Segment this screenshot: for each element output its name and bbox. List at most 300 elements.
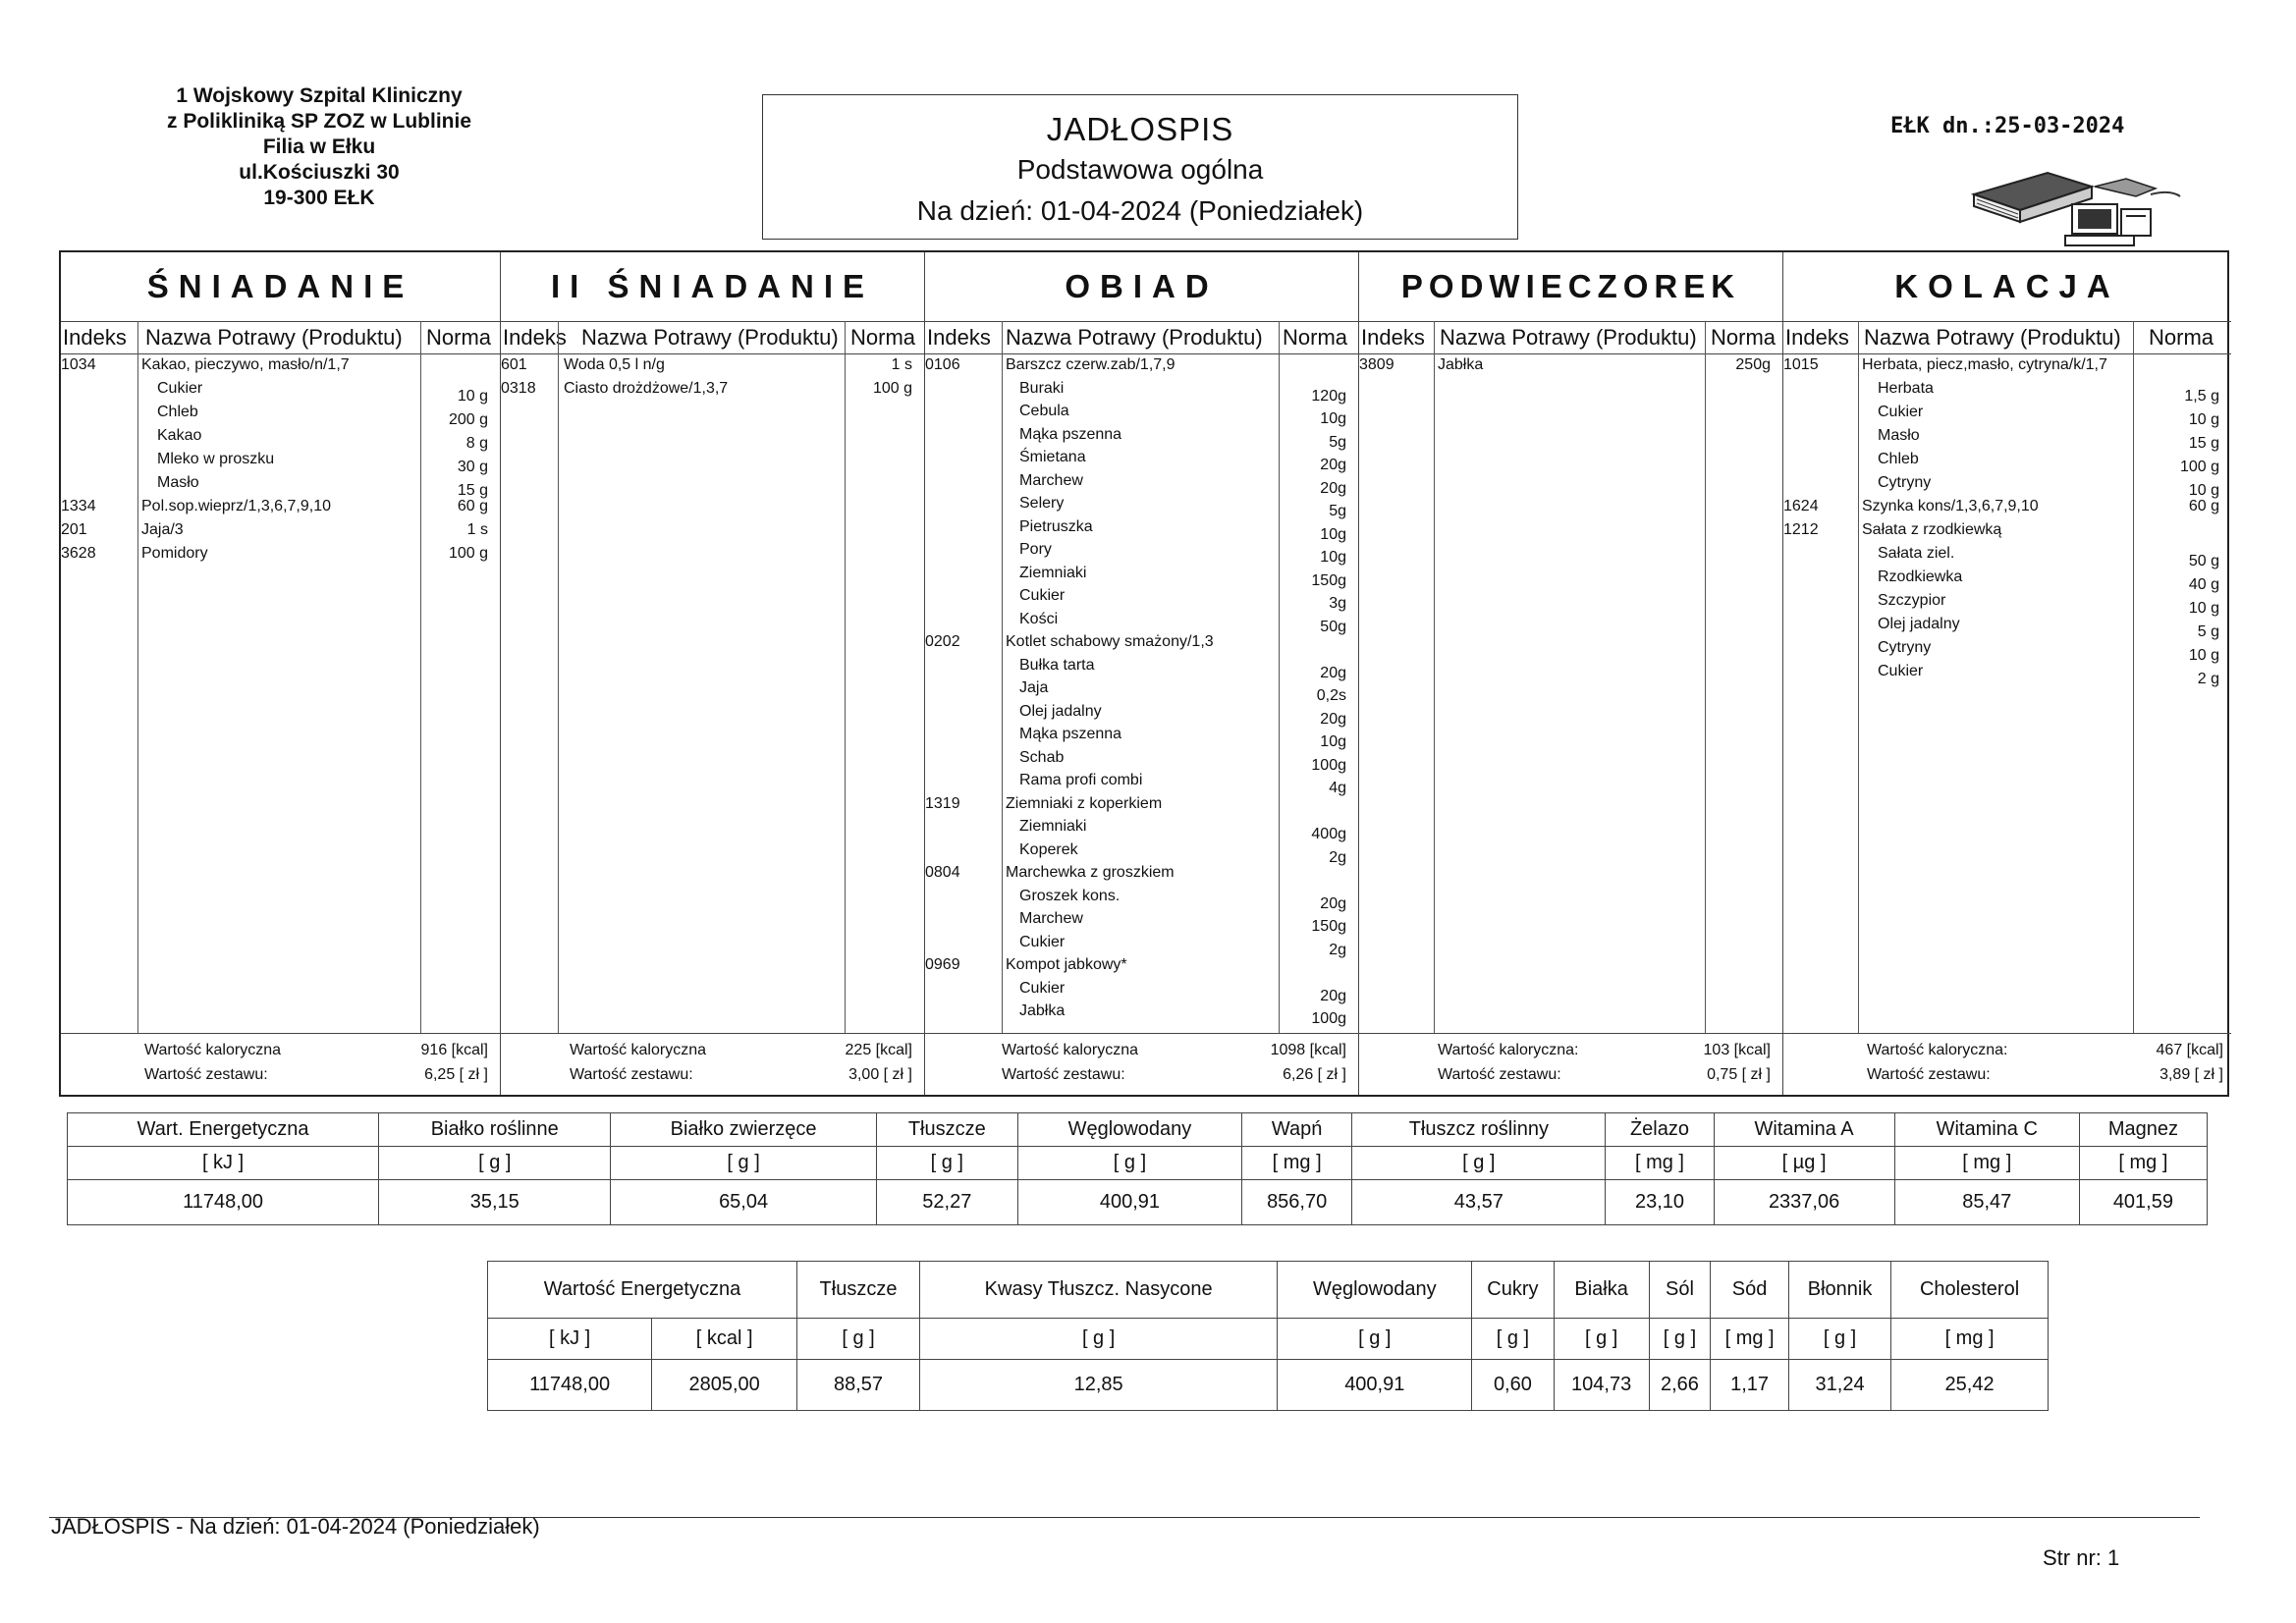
nutrient-header: Wapń: [1242, 1113, 1352, 1147]
item-norm: 100g: [1311, 1010, 1346, 1027]
item-index: 0106: [925, 356, 960, 373]
nutrient-value: 11748,00: [68, 1180, 379, 1225]
item-name: Mąka pszenna: [1019, 425, 1122, 443]
meal-dinner: [1783, 252, 2231, 1095]
menu-item-row: [925, 587, 1358, 611]
nutrient-value: 0,60: [1472, 1360, 1554, 1411]
nutrient-value: 31,24: [1788, 1360, 1890, 1411]
item-name: Herbata, piecz,masło, cytryna/k/1,7: [1862, 356, 2107, 373]
menu-item-row: [925, 841, 1358, 865]
item-norm: 10 g: [457, 388, 488, 405]
item-norm: 10 g: [2188, 600, 2219, 617]
nutrient-header: Tłuszcz roślinny: [1352, 1113, 1606, 1147]
institution-line: Filia w Ełku: [262, 135, 376, 158]
meal-lunch: [925, 252, 1359, 1095]
item-norm: 100 g: [872, 380, 912, 397]
menu-item-row: [925, 403, 1358, 426]
menu-item-row: [1783, 451, 2231, 474]
energy-value: 11748,00: [488, 1360, 652, 1411]
col-index-header: Indeks: [1361, 325, 1425, 350]
book-computer-icon: [1969, 165, 2185, 258]
item-norm: 2 g: [2197, 671, 2219, 687]
col-norm-header: Norma: [850, 325, 916, 350]
item-norm: 20g: [1320, 664, 1346, 681]
item-norm: 20g: [1320, 894, 1346, 912]
item-name: Szynka kons/1,3,6,7,9,10: [1862, 498, 2039, 514]
item-norm: 5g: [1329, 503, 1346, 519]
item-norm: 5g: [1329, 433, 1346, 451]
col-norm-header: Norma: [426, 325, 492, 350]
nutrient-header: Węglowodany: [1017, 1113, 1241, 1147]
item-name: Ziemniaki: [1019, 564, 1087, 581]
menu-item-row: [925, 795, 1358, 819]
nutrient-value: 23,10: [1606, 1180, 1714, 1225]
item-index: 0318: [501, 380, 536, 397]
item-name: Cukier: [1878, 404, 1924, 420]
menu-item-row: [925, 449, 1358, 472]
item-norm: 30 g: [457, 459, 488, 475]
item-name: Woda 0,5 l n/g: [564, 356, 665, 373]
item-name: Cukier: [157, 380, 203, 397]
item-index: 1034: [61, 356, 96, 373]
item-name: Chleb: [1878, 451, 1919, 467]
meal-title: II ŚNIADANIE: [550, 268, 875, 304]
item-name: Kakao: [157, 427, 202, 444]
item-index: 201: [61, 521, 87, 538]
item-norm: 3g: [1329, 595, 1346, 612]
item-norm: 400g: [1311, 826, 1346, 842]
nutrient-value: 43,57: [1352, 1180, 1606, 1225]
diet-type: Podstawowa ogólna: [1016, 154, 1264, 185]
calories-label: Wartość kaloryczna:: [1867, 1042, 2008, 1058]
nutrient-header: Żelazo: [1606, 1113, 1714, 1147]
menu-item-row: [1783, 474, 2231, 498]
nutrient-header: Tłuszcze: [797, 1262, 920, 1319]
title-box: [762, 94, 1518, 240]
item-name: Herbata: [1878, 380, 1934, 397]
item-norm: 1,5 g: [2184, 388, 2219, 405]
menu-item-row: [925, 910, 1358, 934]
nutrient-header: Magnez: [2079, 1113, 2207, 1147]
menu-item-row: [925, 679, 1358, 703]
item-norm: 1 s: [891, 356, 912, 373]
nutrient-unit: [ g ]: [1278, 1319, 1472, 1360]
item-name: Olej jadalny: [1019, 702, 1102, 720]
item-norm: 60 g: [457, 498, 488, 514]
item-norm: 1 s: [466, 521, 488, 538]
energy-header: Wartość Energetyczna: [488, 1262, 797, 1319]
menu-item-row: [1783, 545, 2231, 568]
item-name: Barszcz czerw.zab/1,7,9: [1006, 356, 1175, 373]
item-norm: 60 g: [2188, 498, 2219, 514]
menu-item-row: [925, 1002, 1358, 1026]
menu-item-row: [61, 521, 500, 545]
menu-item-row: [1783, 521, 2231, 545]
item-name: Pomidory: [141, 545, 208, 562]
meal-summary: [61, 1033, 500, 1095]
item-index: 1015: [1783, 356, 1819, 373]
item-name: Marchewka z groszkiem: [1006, 864, 1175, 881]
nutrient-header: Sól: [1649, 1262, 1710, 1319]
item-norm: 0,2s: [1316, 687, 1346, 704]
meal-summary: [1783, 1033, 2231, 1095]
item-norm: 120g: [1311, 387, 1346, 405]
item-name: Chleb: [157, 404, 198, 420]
nutrient-unit: [ mg ]: [1891, 1319, 2049, 1360]
item-norm: 20g: [1320, 710, 1346, 728]
menu-item-row: [925, 565, 1358, 588]
nutrient-unit: [ mg ]: [1894, 1147, 2079, 1180]
item-norm: 100 g: [448, 545, 488, 562]
nutrient-unit: [ g ]: [1352, 1147, 1606, 1180]
item-name: Cebula: [1019, 403, 1069, 419]
meal-summary: [501, 1033, 924, 1095]
nutrient-value: 400,91: [1017, 1180, 1241, 1225]
calories-label: Wartość kaloryczna: [144, 1042, 281, 1058]
calories-label: Wartość kaloryczna: [1002, 1042, 1138, 1058]
column-header-row: [501, 321, 924, 354]
item-name: Kości: [1019, 610, 1059, 627]
menu-item-row: [61, 404, 500, 427]
nutrient-unit: [ g ]: [919, 1319, 1277, 1360]
issue-date: EŁK dn.:25-03-2024: [1890, 114, 2125, 138]
item-index: 3809: [1359, 356, 1394, 373]
item-norm: 15 g: [457, 482, 488, 499]
menu-item-row: [61, 545, 500, 568]
item-name: Olej jadalny: [1878, 616, 1960, 632]
calories-value: 916 [kcal]: [420, 1042, 488, 1058]
footer-text: JADŁOSPIS - Na dzień: 01-04-2024 (Poniedziałek): [51, 1514, 540, 1539]
cost-label: Wartość zestawu:: [1867, 1066, 1991, 1083]
nutrient-header: Cukry: [1472, 1262, 1554, 1319]
item-name: Marchew: [1019, 910, 1083, 927]
energy-value: 2805,00: [652, 1360, 797, 1411]
meal-title: OBIAD: [1065, 268, 1219, 304]
menu-item-row: [1783, 380, 2231, 404]
item-name: Kotlet schabowy smażony/1,3: [1006, 633, 1214, 650]
meal-breakfast: [61, 252, 501, 1095]
menu-item-row: [1359, 356, 1782, 380]
menu-item-row: [925, 980, 1358, 1003]
cost-label: Wartość zestawu:: [570, 1066, 693, 1083]
item-norm: 20g: [1320, 479, 1346, 497]
menu-item-row: [925, 749, 1358, 773]
item-index: 0202: [925, 633, 960, 650]
item-index: 0969: [925, 956, 960, 973]
menu-item-row: [925, 657, 1358, 680]
meal-afternoon-snack: [1359, 252, 1783, 1095]
nutrient-value: 88,57: [797, 1360, 920, 1411]
item-name: Pory: [1019, 541, 1052, 558]
nutrient-header: Błonnik: [1788, 1262, 1890, 1319]
item-name: Cukier: [1019, 933, 1066, 950]
item-name: Koperek: [1019, 840, 1078, 858]
menu-item-row: [925, 472, 1358, 496]
col-index-header: Indeks: [503, 325, 567, 350]
menu-item-row: [61, 474, 500, 498]
menu-item-row: [61, 427, 500, 451]
menu-date: Na dzień: 01-04-2024 (Poniedziałek): [916, 195, 1364, 226]
menu-item-row: [1783, 356, 2231, 380]
col-norm-header: Norma: [1283, 325, 1348, 350]
institution-address: [128, 83, 511, 211]
menu-item-row: [925, 380, 1358, 404]
menu-item-row: [925, 956, 1358, 980]
item-index: 1334: [61, 498, 96, 514]
nutrient-value: 1,17: [1711, 1360, 1789, 1411]
menu-item-row: [501, 356, 924, 380]
item-index: 1624: [1783, 498, 1819, 514]
institution-line: 1 Wojskowy Szpital Kliniczny: [176, 84, 463, 107]
menu-item-row: [1783, 404, 2231, 427]
menu-item-row: [61, 498, 500, 521]
nutrient-unit: [ g ]: [1554, 1319, 1649, 1360]
col-name-header: Nazwa Potrawy (Produktu): [1864, 325, 2121, 350]
item-name: Jaja/3: [141, 521, 184, 538]
nutrient-header: Kwasy Tłuszcz. Nasycone: [919, 1262, 1277, 1319]
menu-item-row: [1783, 663, 2231, 686]
item-name: Pol.sop.wieprz/1,3,6,7,9,10: [141, 498, 332, 514]
nutrient-value: 2337,06: [1714, 1180, 1894, 1225]
nutrient-header: Węglowodany: [1278, 1262, 1472, 1319]
nutrient-unit: [ g ]: [1472, 1319, 1554, 1360]
item-norm: 10g: [1320, 549, 1346, 566]
item-name: Jabłka: [1438, 356, 1484, 373]
institution-line: ul.Kościuszki 30: [239, 161, 400, 184]
item-index: 1319: [925, 794, 960, 812]
item-name: Schab: [1019, 748, 1065, 766]
column-header-row: [61, 321, 500, 354]
nutrient-unit: [ mg ]: [1606, 1147, 1714, 1180]
nutrient-header: Witamina A: [1714, 1113, 1894, 1147]
nutrient-header: Białko zwierzęce: [611, 1113, 876, 1147]
item-name: Cukier: [1019, 587, 1066, 604]
nutrient-value: 2,66: [1649, 1360, 1710, 1411]
nutrient-header: Białka: [1554, 1262, 1649, 1319]
institution-line: z Polikliniką SP ZOZ w Lublinie: [167, 110, 471, 133]
item-norm: 5 g: [2197, 623, 2219, 640]
item-name: Jaja: [1019, 679, 1049, 696]
col-index-header: Indeks: [63, 325, 127, 350]
meal-summary: [1359, 1033, 1782, 1095]
col-name-header: Nazwa Potrawy (Produktu): [1006, 325, 1263, 350]
menu-item-row: [925, 703, 1358, 727]
nutrient-unit: [ g ]: [379, 1147, 611, 1180]
nutrition-label-table: [487, 1261, 2049, 1411]
menu-item-row: [61, 356, 500, 380]
calories-value: 467 [kcal]: [2156, 1042, 2223, 1058]
nutrient-header: Białko roślinne: [379, 1113, 611, 1147]
cost-value: 6,26 [ zł ]: [1283, 1066, 1346, 1083]
menu-item-row: [1783, 616, 2231, 639]
nutrient-unit: [ g ]: [1017, 1147, 1241, 1180]
item-norm: 20g: [1320, 457, 1346, 473]
nutrient-unit: [ mg ]: [2079, 1147, 2207, 1180]
menu-item-row: [925, 888, 1358, 911]
menu-item-row: [925, 772, 1358, 795]
cost-label: Wartość zestawu:: [1002, 1066, 1125, 1083]
meal-title: ŚNIADANIE: [146, 268, 414, 304]
nutrient-header: Witamina C: [1894, 1113, 2079, 1147]
nutrient-unit: [ µg ]: [1714, 1147, 1894, 1180]
item-name: Cytryny: [1878, 474, 1932, 491]
column-header-row: [1783, 321, 2231, 354]
institution-line: 19-300 EŁK: [263, 187, 375, 209]
col-norm-header: Norma: [1711, 325, 1777, 350]
nutrient-header: Cholesterol: [1891, 1262, 2049, 1319]
item-norm: 100 g: [2179, 459, 2219, 475]
item-norm: 250g: [1735, 356, 1771, 373]
item-norm: 15 g: [2188, 435, 2219, 452]
menu-item-row: [61, 451, 500, 474]
item-name: Mleko w proszku: [157, 451, 275, 467]
menu-item-row: [1783, 498, 2231, 521]
menu-item-row: [925, 611, 1358, 634]
item-norm: 10 g: [2188, 647, 2219, 664]
item-norm: 10g: [1320, 525, 1346, 543]
nutrient-unit: [ mg ]: [1711, 1319, 1789, 1360]
meal-title: KOLACJA: [1894, 268, 2120, 304]
item-name: Pietruszka: [1019, 517, 1093, 535]
item-name: Rama profi combi: [1019, 772, 1143, 788]
nutrient-unit: [ g ]: [1649, 1319, 1710, 1360]
menu-item-row: [501, 380, 924, 404]
cost-value: 6,25 [ zł ]: [424, 1066, 488, 1083]
item-name: Sałata z rzodkiewką: [1862, 521, 2002, 538]
calories-label: Wartość kaloryczna:: [1438, 1042, 1579, 1058]
item-name: Szczypior: [1878, 592, 1946, 609]
nutrient-unit: [ g ]: [1788, 1319, 1890, 1360]
item-name: Kompot jabkowy*: [1006, 956, 1127, 973]
nutrient-value: 856,70: [1242, 1180, 1352, 1225]
calories-value: 225 [kcal]: [845, 1042, 912, 1058]
menu-item-row: [925, 633, 1358, 657]
menu-table: [59, 250, 2229, 1097]
item-name: Buraki: [1019, 379, 1065, 397]
menu-item-row: [925, 541, 1358, 565]
item-index: 1212: [1783, 521, 1819, 538]
item-name: Ciasto drożdżowe/1,3,7: [564, 380, 729, 397]
item-name: Cukier: [1019, 979, 1066, 997]
nutrient-unit: [ mg ]: [1242, 1147, 1352, 1180]
item-name: Cukier: [1878, 663, 1924, 679]
column-header-row: [1359, 321, 1782, 354]
nutrient-header: Wart. Energetyczna: [68, 1113, 379, 1147]
item-norm: 50g: [1320, 618, 1346, 635]
item-norm: 10g: [1320, 410, 1346, 427]
calories-value: 103 [kcal]: [1703, 1042, 1771, 1058]
nutrient-value: 400,91: [1278, 1360, 1472, 1411]
nutrient-header: Tłuszcze: [876, 1113, 1017, 1147]
nutrient-value: 35,15: [379, 1180, 611, 1225]
item-name: Marchew: [1019, 471, 1083, 489]
menu-item-row: [925, 726, 1358, 749]
item-name: Groszek kons.: [1019, 887, 1121, 904]
calories-value: 1098 [kcal]: [1270, 1042, 1346, 1058]
item-index: 3628: [61, 545, 96, 562]
item-norm: 200 g: [448, 411, 488, 428]
item-norm: 20g: [1320, 987, 1346, 1004]
item-norm: 40 g: [2188, 576, 2219, 593]
item-name: Rzodkiewka: [1878, 568, 1963, 585]
menu-item-row: [925, 356, 1358, 380]
menu-item-row: [925, 495, 1358, 518]
item-norm: 10g: [1320, 733, 1346, 750]
item-norm: 4g: [1329, 780, 1346, 796]
nutrient-unit: [ g ]: [876, 1147, 1017, 1180]
meal-second-breakfast: [501, 252, 925, 1095]
menu-item-row: [925, 426, 1358, 450]
menu-item-row: [61, 380, 500, 404]
nutrient-value: 104,73: [1554, 1360, 1649, 1411]
nutrient-unit: [ g ]: [611, 1147, 876, 1180]
col-name-header: Nazwa Potrawy (Produktu): [145, 325, 403, 350]
menu-item-row: [925, 818, 1358, 841]
meal-summary: [925, 1033, 1358, 1095]
col-name-header: Nazwa Potrawy (Produktu): [1440, 325, 1697, 350]
item-name: Śmietana: [1019, 449, 1086, 465]
item-norm: 100g: [1311, 756, 1346, 774]
nutrient-unit: [ kJ ]: [68, 1147, 379, 1180]
item-norm: 150g: [1311, 918, 1346, 935]
item-name: Mąka pszenna: [1019, 726, 1122, 742]
col-index-header: Indeks: [927, 325, 991, 350]
page-number: Str nr: 1: [2043, 1545, 2120, 1570]
cost-value: 3,00 [ zł ]: [848, 1066, 912, 1083]
item-norm: 8 g: [465, 435, 488, 452]
cost-value: 3,89 [ zł ]: [2159, 1066, 2223, 1083]
nutrient-value: 85,47: [1894, 1180, 2079, 1225]
document-title: JADŁOSPIS: [1046, 111, 1234, 147]
item-name: Kakao, pieczywo, masło/n/1,7: [141, 356, 350, 373]
menu-item-row: [925, 864, 1358, 888]
nutrient-header: Sód: [1711, 1262, 1789, 1319]
item-norm: 150g: [1311, 571, 1346, 589]
calories-label: Wartość kaloryczna: [570, 1042, 706, 1058]
menu-item-row: [925, 518, 1358, 542]
item-norm: 10 g: [2188, 482, 2219, 499]
item-name: Sałata ziel.: [1878, 545, 1955, 562]
item-norm: 2g: [1329, 941, 1346, 958]
menu-item-row: [1783, 592, 2231, 616]
energy-unit: [ kcal ]: [652, 1319, 797, 1360]
item-name: Bułka tarta: [1019, 656, 1095, 674]
nutrient-value: 12,85: [919, 1360, 1277, 1411]
meal-title: PODWIECZOREK: [1400, 268, 1741, 304]
item-name: Jabłka: [1019, 1002, 1066, 1019]
item-name: Selery: [1019, 495, 1065, 512]
nutrient-unit: [ g ]: [797, 1319, 920, 1360]
col-norm-header: Norma: [2149, 325, 2214, 350]
cost-label: Wartość zestawu:: [1438, 1066, 1561, 1083]
col-name-header: Nazwa Potrawy (Produktu): [581, 325, 839, 350]
item-index: 601: [501, 356, 527, 373]
item-name: Cytryny: [1878, 639, 1932, 656]
column-header-row: [925, 321, 1358, 354]
item-name: Masło: [157, 474, 199, 491]
item-norm: 50 g: [2188, 553, 2219, 569]
item-name: Ziemniaki: [1019, 818, 1087, 835]
menu-item-row: [1783, 427, 2231, 451]
item-name: Masło: [1878, 427, 1920, 444]
cost-value: 0,75 [ zł ]: [1707, 1066, 1771, 1083]
menu-item-row: [1783, 568, 2231, 592]
energy-unit: [ kJ ]: [488, 1319, 652, 1360]
nutrient-value: 401,59: [2079, 1180, 2207, 1225]
item-index: 0804: [925, 864, 960, 881]
col-index-header: Indeks: [1785, 325, 1849, 350]
item-name: Ziemniaki z koperkiem: [1006, 794, 1163, 812]
